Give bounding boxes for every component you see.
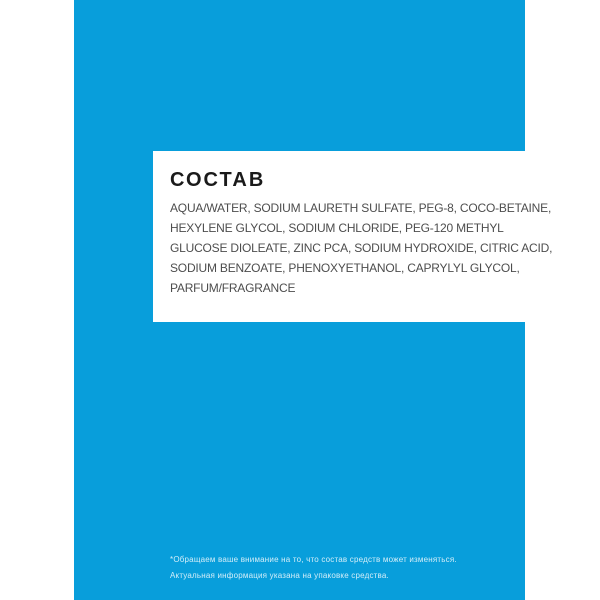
disclaimer-line: Актуальная информация указана на упаковке средства. [170, 571, 389, 580]
composition-disclaimer [170, 552, 457, 584]
ingredients-line: GLUCOSE DIOLEATE, ZINC PCA, SODIUM HYDROXIDE, CITRIC ACID, [170, 241, 553, 255]
composition-title: СОСТАВ [170, 169, 266, 191]
ingredients-list [170, 198, 566, 298]
ingredients-line: PARFUM/FRAGRANCE [170, 281, 296, 295]
composition-card [153, 151, 580, 322]
composition-card-content [153, 151, 580, 298]
product-info-blue-panel [74, 0, 553, 600]
ingredients-line: AQUA/WATER, SODIUM LAURETH SULFATE, PEG-8, COCO-BETAINE, [170, 201, 552, 215]
disclaimer-line: *Обращаем ваше внимание на то, что состав средств может изменяться. [170, 555, 457, 564]
ingredients-line: HEXYLENE GLYCOL, SODIUM CHLORIDE, PEG-120 METHYL [170, 221, 504, 235]
ingredients-line: SODIUM BENZOATE, PHENOXYETHANOL, CAPRYLYL GLYCOL, [170, 261, 520, 275]
